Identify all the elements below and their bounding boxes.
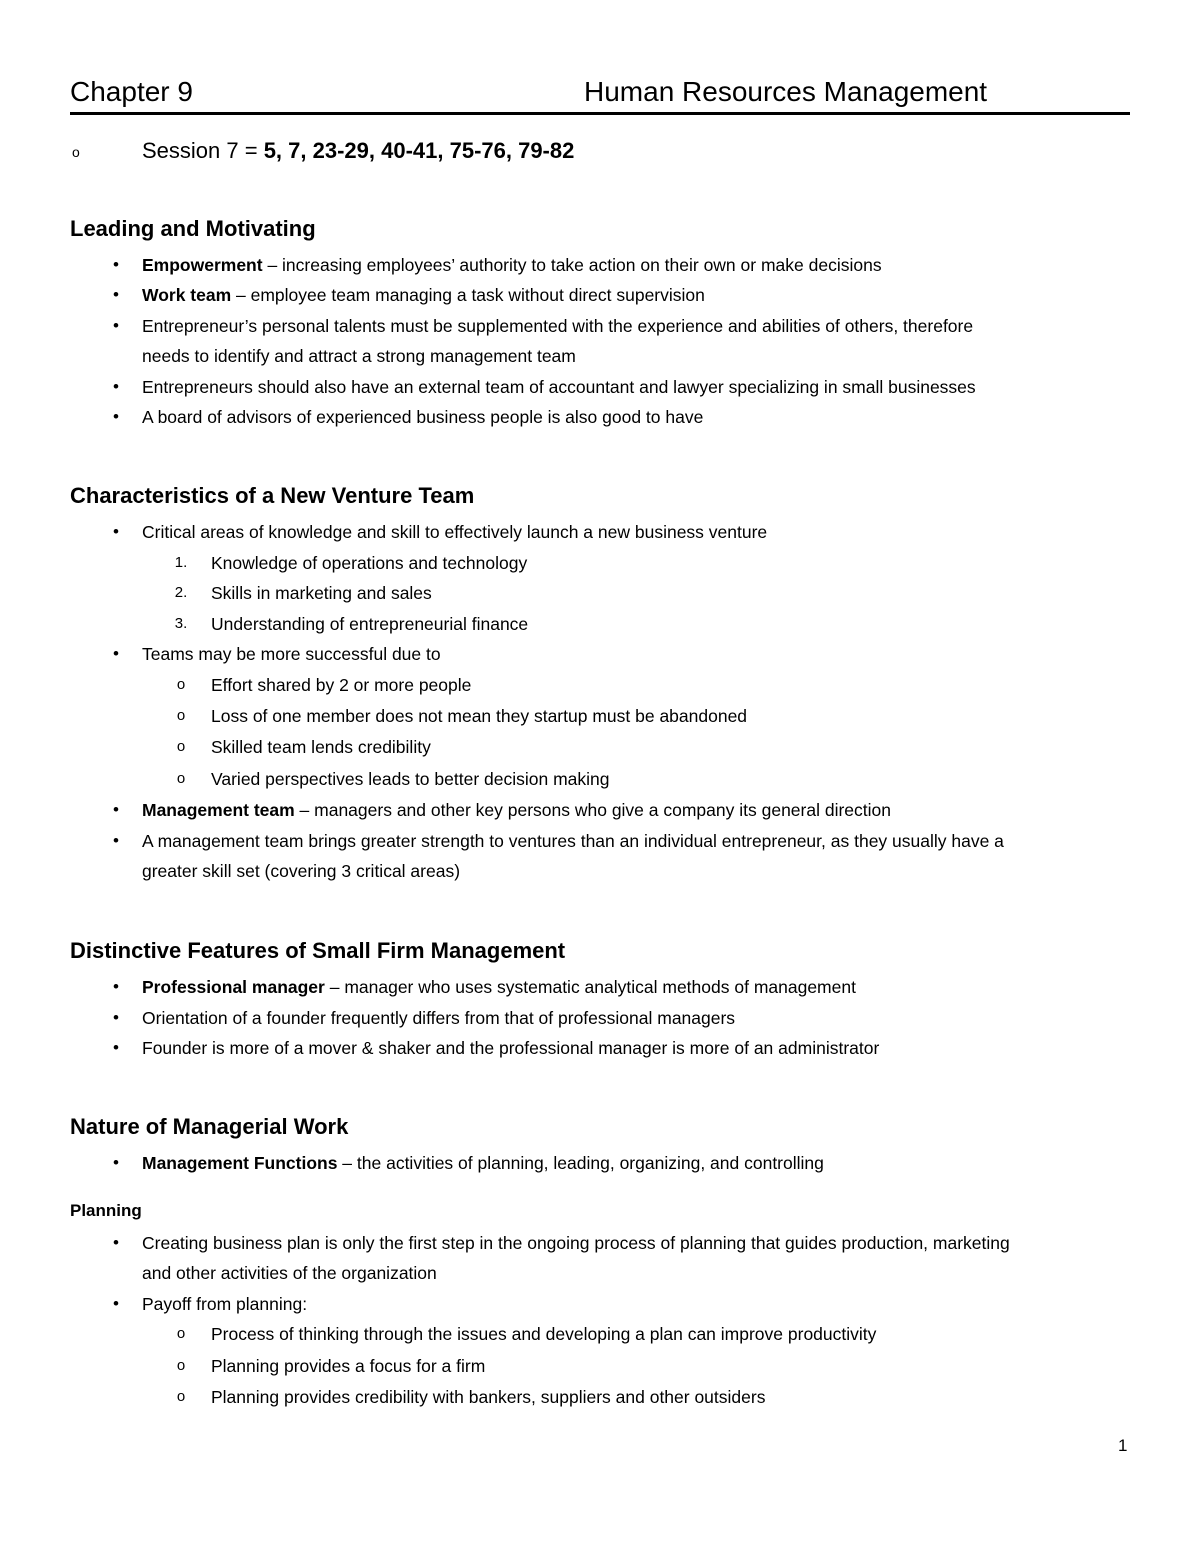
- item-text: Planning provides a focus for a firm: [211, 1356, 486, 1376]
- list-item: [113, 1033, 880, 1063]
- item-text: Entrepreneurs should also have an external team of accountant and lawyer specializing in small businesses: [142, 377, 976, 397]
- definition: – increasing employees’ authority to take action on their own or make decisions: [262, 255, 882, 275]
- bullet-icon: •: [113, 407, 119, 426]
- item-number: 3.: [174, 615, 188, 632]
- bullet-icon: •: [113, 800, 119, 819]
- term: Work team: [142, 285, 232, 305]
- item-text: A management team brings greater strength to ventures than an individual entrepreneur, as they usually have a: [142, 831, 1004, 851]
- session-label-text: Session 7 =: [142, 138, 264, 163]
- item-text: Skilled team lends credibility: [211, 737, 431, 757]
- circle-bullet-icon: o: [176, 1357, 186, 1374]
- bullet-icon: •: [113, 522, 119, 541]
- page-header: [70, 74, 1130, 115]
- chapter-label: Chapter 9: [70, 76, 193, 107]
- bullet-icon: •: [113, 831, 119, 850]
- item-text: Orientation of a founder frequently differs from that of professional managers: [142, 1008, 736, 1028]
- bullet-icon: •: [113, 285, 119, 304]
- section-heading-nature: Nature of Managerial Work: [70, 1114, 349, 1139]
- bullet-icon: •: [113, 1294, 119, 1313]
- list-item: [113, 826, 1004, 856]
- list-item: [113, 1228, 1010, 1258]
- sub-list-item: [176, 701, 748, 731]
- list-item: [113, 972, 856, 1002]
- term: Professional manager: [142, 977, 325, 997]
- list-item: [113, 280, 705, 310]
- section-heading-characteristics: Characteristics of a New Venture Team: [70, 483, 475, 508]
- list-item: [113, 372, 976, 402]
- circle-bullet-icon: o: [176, 738, 186, 755]
- session-value: 5, 7, 23-29, 40-41, 75-76, 79-82: [263, 138, 575, 163]
- item-text: Effort shared by 2 or more people: [211, 675, 472, 695]
- section-heading-leading: Leading and Motivating: [70, 216, 316, 241]
- sub-list-item: [176, 1382, 766, 1412]
- bullet-icon: •: [113, 255, 119, 274]
- item-text: A board of advisors of experienced business people is also good to have: [142, 407, 704, 427]
- sub-list-item: [176, 732, 431, 762]
- list-item: [113, 639, 441, 669]
- item-number: 1.: [174, 554, 188, 571]
- item-text: greater skill set (covering 3 critical areas): [142, 861, 461, 881]
- numbered-item: [174, 578, 432, 608]
- bullet-icon: •: [113, 377, 119, 396]
- page-number: 1: [1118, 1436, 1128, 1455]
- definition: – managers and other key persons who give a company its general direction: [294, 800, 891, 820]
- list-item: [113, 311, 974, 341]
- item-text: needs to identify and attract a strong management team: [142, 346, 576, 366]
- circle-bullet-icon: o: [176, 707, 186, 724]
- session-marker: o: [72, 144, 80, 160]
- list-item: [113, 402, 704, 432]
- item-text: Founder is more of a mover & shaker and the professional manager is more of an administrator: [142, 1038, 880, 1058]
- term: Management Functions: [142, 1153, 338, 1173]
- list-item: [113, 1003, 736, 1033]
- numbered-item: [174, 548, 528, 578]
- list-item: [113, 517, 768, 547]
- item-text: Planning provides credibility with bankers, suppliers and other outsiders: [211, 1387, 766, 1407]
- item-text: Knowledge of operations and technology: [211, 553, 528, 573]
- list-item: [113, 1289, 308, 1319]
- list-item-continuation: [142, 341, 576, 371]
- item-text: Process of thinking through the issues and developing a plan can improve productivity: [211, 1324, 877, 1344]
- item-text: Critical areas of knowledge and skill to effectively launch a new business venture: [142, 522, 768, 542]
- list-item-continuation: [142, 1258, 437, 1288]
- sub-list-item: [176, 1351, 486, 1381]
- bullet-icon: •: [113, 1153, 119, 1172]
- list-item: [113, 795, 891, 825]
- bullet-icon: •: [113, 1038, 119, 1057]
- item-text: Skills in marketing and sales: [211, 583, 432, 603]
- bullet-icon: •: [113, 977, 119, 996]
- item-text: Creating business plan is only the first step in the ongoing process of planning that guides production, marketing: [142, 1233, 1010, 1253]
- session-label: [142, 138, 574, 164]
- list-item: [113, 1148, 824, 1178]
- numbered-item: [174, 609, 529, 639]
- sub-list-item: [176, 1319, 877, 1349]
- term: Empowerment: [142, 255, 263, 275]
- item-text: Loss of one member does not mean they startup must be abandoned: [211, 706, 748, 726]
- item-text: Entrepreneur’s personal talents must be supplemented with the experience and abilities of others, therefore: [142, 316, 974, 336]
- definition: – employee team managing a task without direct supervision: [231, 285, 705, 305]
- item-text: Varied perspectives leads to better decision making: [211, 769, 610, 789]
- definition: – manager who uses systematic analytical methods of management: [324, 977, 856, 997]
- item-text: Teams may be more successful due to: [142, 644, 441, 664]
- item-text: Payoff from planning:: [142, 1294, 308, 1314]
- bullet-icon: •: [113, 1008, 119, 1027]
- sub-list-item: [176, 764, 610, 794]
- bullet-icon: •: [113, 1233, 119, 1252]
- circle-bullet-icon: o: [176, 1388, 186, 1405]
- item-text: and other activities of the organization: [142, 1263, 437, 1283]
- definition: – the activities of planning, leading, organizing, and controlling: [337, 1153, 824, 1173]
- section-heading-distinctive: Distinctive Features of Small Firm Management: [70, 938, 566, 963]
- chapter-title: Human Resources Management: [584, 76, 988, 107]
- bullet-icon: •: [113, 644, 119, 663]
- term: Management team: [142, 800, 295, 820]
- list-item-continuation: [142, 856, 460, 886]
- circle-bullet-icon: o: [176, 1325, 186, 1342]
- subsection-heading-planning: Planning: [70, 1201, 142, 1220]
- bullet-icon: •: [113, 316, 119, 335]
- item-text: Understanding of entrepreneurial finance: [211, 614, 529, 634]
- list-item: [113, 250, 882, 280]
- circle-bullet-icon: o: [176, 676, 186, 693]
- sub-list-item: [176, 670, 472, 700]
- circle-bullet-icon: o: [176, 770, 186, 787]
- item-number: 2.: [174, 584, 188, 601]
